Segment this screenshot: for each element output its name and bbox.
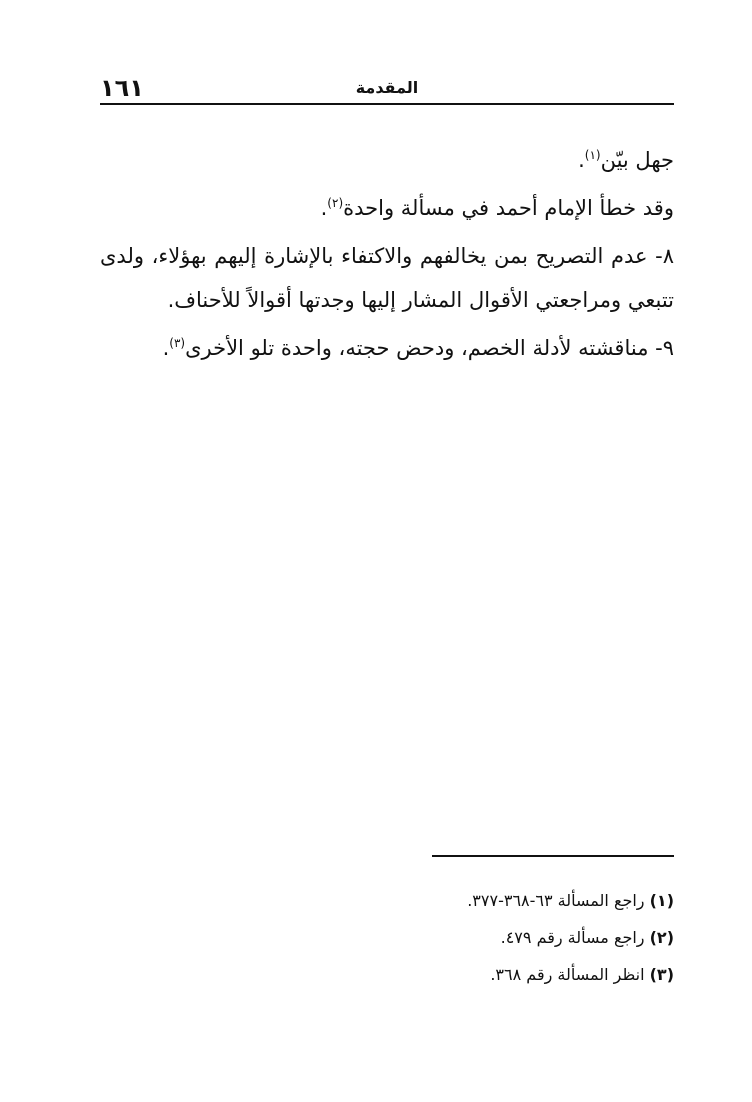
footnote-text: راجع مسألة رقم ٤٧٩. xyxy=(500,928,645,947)
footnote-number: (١) xyxy=(649,891,674,910)
page-header xyxy=(100,72,674,104)
footnotes xyxy=(100,882,674,993)
footnote-number: (٣) xyxy=(649,965,674,984)
footnote-1 xyxy=(100,882,674,919)
footnote-text: انظر المسألة رقم ٣٦٨. xyxy=(490,965,645,984)
footnote-number: (٢) xyxy=(649,928,674,947)
footnote-ref-1: (١) xyxy=(584,148,601,162)
footnote-ref-3: (٣) xyxy=(169,336,186,350)
header-rule xyxy=(100,103,674,105)
paragraph-1-text: جهل بيّن xyxy=(600,148,674,172)
footnote-3 xyxy=(100,956,674,993)
paragraph-1 xyxy=(100,138,674,182)
main-text xyxy=(100,138,674,370)
paragraph-4 xyxy=(100,326,674,370)
footnote-separator xyxy=(432,855,674,857)
footnote-2 xyxy=(100,919,674,956)
paragraph-4-text: ٩- مناقشته لأدلة الخصم، ودحض حجته، واحدة تلو الأخرى xyxy=(185,336,674,360)
footnote-text: راجع المسألة ٦٣-٣٦٨-٣٧٧. xyxy=(467,891,645,910)
footnote-ref-2: (٢) xyxy=(327,196,344,210)
paragraph-1-end: . xyxy=(578,148,585,172)
paragraph-2-text: وقد خطأ الإمام أحمد في مسألة واحدة xyxy=(343,196,674,220)
paragraph-2-end: . xyxy=(320,196,328,220)
paragraph-3: ٨- عدم التصريح بمن يخالفهم والاكتفاء بالإشارة إليهم بهؤلاء، ولدى تتبعي ومراجعتي الأقوال المشار إليها وجدتها أقوالاً للأحناف. xyxy=(100,244,674,312)
paragraph-4-end: . xyxy=(162,336,170,360)
paragraph-2 xyxy=(100,186,674,230)
page-number: ١٦١ xyxy=(100,74,144,102)
running-title: المقدمة xyxy=(355,78,419,97)
